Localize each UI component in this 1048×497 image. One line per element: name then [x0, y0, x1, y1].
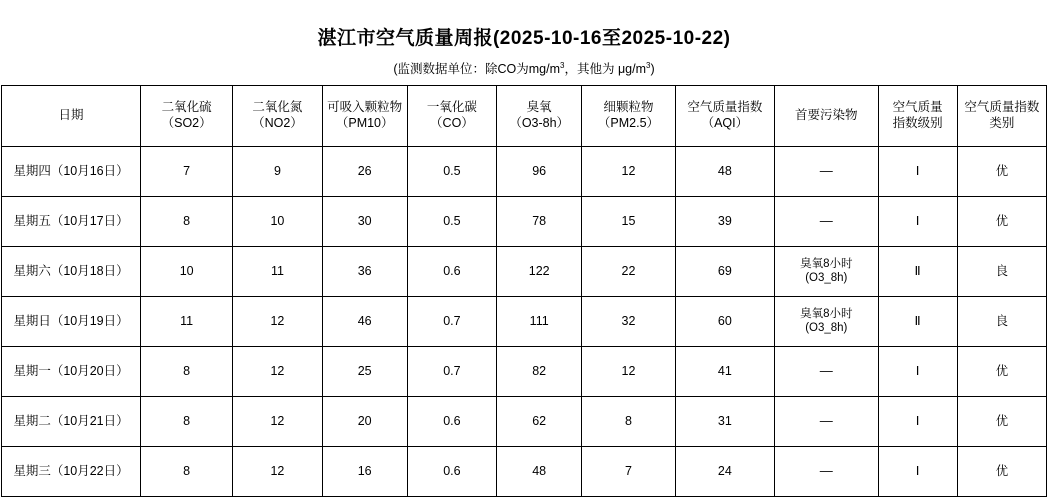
- column-header-level: [878, 85, 957, 146]
- cell-pm25: 12: [582, 146, 675, 196]
- cell-primary-pollutant: [775, 246, 878, 296]
- cell-no2: 12: [233, 346, 322, 396]
- cell-no2: 12: [233, 446, 322, 496]
- cell-date: 星期四（10月16日）: [2, 146, 141, 196]
- cell-date: 星期五（10月17日）: [2, 196, 141, 246]
- column-header-aqi: [675, 85, 774, 146]
- cell-pm25: 8: [582, 396, 675, 446]
- cell-category: 优: [957, 196, 1046, 246]
- cell-co: 0.7: [407, 296, 496, 346]
- cell-o3: 62: [497, 396, 582, 446]
- units-note-prefix: (监测数据单位：除CO为mg/m: [393, 61, 561, 76]
- cell-so2: 8: [140, 196, 232, 246]
- cell-category: 良: [957, 246, 1046, 296]
- cell-primary-pollutant: [775, 146, 878, 196]
- cell-co: 0.7: [407, 346, 496, 396]
- cell-pm10: 36: [322, 246, 407, 296]
- cell-date: 星期六（10月18日）: [2, 246, 141, 296]
- cell-pm25: 22: [582, 246, 675, 296]
- cell-level: Ⅰ: [878, 346, 957, 396]
- cell-primary-pollutant: [775, 446, 878, 496]
- cell-pm10: 30: [322, 196, 407, 246]
- page-title: 湛江市空气质量周报(2025-10-16至2025-10-22): [317, 28, 731, 49]
- cell-aqi: 69: [675, 246, 774, 296]
- cell-category: 优: [957, 396, 1046, 446]
- cell-so2: 10: [140, 246, 232, 296]
- cell-primary-pollutant-line1: 臭氧8小时: [800, 307, 853, 320]
- cell-primary-pollutant-line1: —: [819, 163, 833, 179]
- cell-aqi: 41: [675, 346, 774, 396]
- table-body: [2, 146, 1047, 496]
- cell-so2: 8: [140, 446, 232, 496]
- cell-so2: 7: [140, 146, 232, 196]
- cell-pm10: 46: [322, 296, 407, 346]
- cell-co: 0.6: [407, 246, 496, 296]
- cell-level: Ⅱ: [878, 246, 957, 296]
- table-header: [2, 85, 1047, 146]
- cell-co: 0.6: [407, 446, 496, 496]
- cell-primary-pollutant-line1: —: [819, 213, 833, 229]
- cell-date: 星期二（10月21日）: [2, 396, 141, 446]
- column-header-pm25-line1: 细颗粒物: [603, 100, 654, 115]
- column-header-pm10-line2: （PM10）: [335, 115, 394, 130]
- cell-level: Ⅰ: [878, 446, 957, 496]
- cell-primary-pollutant-line1: —: [819, 413, 833, 429]
- column-header-level-line1: 空气质量: [892, 100, 943, 115]
- cell-primary-pollutant-line1: —: [819, 463, 833, 479]
- column-header-category: [957, 85, 1046, 146]
- column-header-aqi-line1: 空气质量指数: [687, 100, 763, 115]
- column-header-co: [407, 85, 496, 146]
- cell-pm25: 12: [582, 346, 675, 396]
- cell-primary-pollutant: [775, 346, 878, 396]
- cell-no2: 12: [233, 296, 322, 346]
- table-header-row: [2, 85, 1047, 146]
- column-header-level-line2: 指数级别: [892, 115, 943, 130]
- cell-level: Ⅰ: [878, 396, 957, 446]
- cell-primary-pollutant: [775, 196, 878, 246]
- column-header-no2: [233, 85, 322, 146]
- cell-no2: 9: [233, 146, 322, 196]
- table-row: [2, 446, 1047, 496]
- column-header-so2-line1: 二氧化硫: [161, 100, 212, 115]
- cell-no2: 12: [233, 396, 322, 446]
- cell-o3: 82: [497, 346, 582, 396]
- cell-date: 星期一（10月20日）: [2, 346, 141, 396]
- cell-pm25: 15: [582, 196, 675, 246]
- cell-primary-pollutant: [775, 396, 878, 446]
- cell-level: Ⅱ: [878, 296, 957, 346]
- column-header-no2-line2: （NO2）: [252, 115, 303, 130]
- cell-pm25: 32: [582, 296, 675, 346]
- column-header-aqi-line2: （AQI）: [701, 115, 749, 130]
- cell-pm25: 7: [582, 446, 675, 496]
- table-row: [2, 346, 1047, 396]
- cell-category: 优: [957, 146, 1046, 196]
- column-header-pm25: [582, 85, 675, 146]
- cell-category: 良: [957, 296, 1046, 346]
- cell-pm10: 20: [322, 396, 407, 446]
- cell-o3: 96: [497, 146, 582, 196]
- units-note-sup-1: 3: [560, 60, 565, 70]
- column-header-category-line1: 空气质量指数: [964, 100, 1040, 115]
- table-row: [2, 396, 1047, 446]
- cell-co: 0.5: [407, 146, 496, 196]
- cell-co: 0.6: [407, 396, 496, 446]
- cell-o3: 78: [497, 196, 582, 246]
- cell-so2: 8: [140, 396, 232, 446]
- column-header-co-line1: 一氧化碳: [426, 100, 477, 115]
- cell-aqi: 60: [675, 296, 774, 346]
- cell-o3: 48: [497, 446, 582, 496]
- cell-primary-pollutant-line2: (O3_8h): [805, 322, 848, 335]
- column-header-o3: [497, 85, 582, 146]
- column-header-so2-line2: （SO2）: [161, 115, 212, 130]
- cell-so2: 8: [140, 346, 232, 396]
- cell-co: 0.5: [407, 196, 496, 246]
- cell-aqi: 24: [675, 446, 774, 496]
- units-note-suffix: ): [650, 61, 655, 76]
- table-row: [2, 146, 1047, 196]
- cell-pm10: 25: [322, 346, 407, 396]
- cell-no2: 10: [233, 196, 322, 246]
- cell-aqi: 31: [675, 396, 774, 446]
- units-note: [0, 61, 1048, 85]
- column-header-category-line2: 类别: [989, 115, 1015, 130]
- column-header-primary-pollutant: [775, 85, 878, 146]
- cell-o3: 122: [497, 246, 582, 296]
- cell-no2: 11: [233, 246, 322, 296]
- cell-o3: 111: [497, 296, 582, 346]
- air-quality-table: [1, 85, 1047, 497]
- cell-primary-pollutant-line1: 臭氧8小时: [800, 257, 853, 270]
- column-header-date-line1: 日期: [58, 108, 84, 123]
- cell-aqi: 48: [675, 146, 774, 196]
- units-note-middle: ，其他为 μg/m: [564, 61, 646, 76]
- column-header-primary-pollutant-line1: 首要污染物: [795, 108, 858, 123]
- cell-primary-pollutant-line1: —: [819, 363, 833, 379]
- column-header-pm25-line2: （PM2.5）: [597, 115, 660, 130]
- column-header-no2-line1: 二氧化氮: [252, 100, 303, 115]
- cell-date: 星期日（10月19日）: [2, 296, 141, 346]
- cell-primary-pollutant: [775, 296, 878, 346]
- cell-pm10: 26: [322, 146, 407, 196]
- cell-primary-pollutant-line2: (O3_8h): [805, 272, 848, 285]
- cell-pm10: 16: [322, 446, 407, 496]
- table-row: [2, 246, 1047, 296]
- column-header-date: [2, 85, 141, 146]
- cell-aqi: 39: [675, 196, 774, 246]
- cell-level: Ⅰ: [878, 196, 957, 246]
- column-header-pm10-line1: 可吸入颗粒物: [327, 100, 403, 115]
- units-note-sup-2: 3: [646, 60, 651, 70]
- cell-category: 优: [957, 346, 1046, 396]
- cell-level: Ⅰ: [878, 146, 957, 196]
- column-header-co-line2: （CO）: [430, 115, 474, 130]
- table-row: [2, 296, 1047, 346]
- column-header-pm10: [322, 85, 407, 146]
- column-header-o3-line2: （O3-8h）: [509, 115, 570, 130]
- column-header-o3-line1: 臭氧: [526, 100, 552, 115]
- cell-so2: 11: [140, 296, 232, 346]
- column-header-so2: [140, 85, 232, 146]
- cell-category: 优: [957, 446, 1046, 496]
- cell-date: 星期三（10月22日）: [2, 446, 141, 496]
- table-row: [2, 196, 1047, 246]
